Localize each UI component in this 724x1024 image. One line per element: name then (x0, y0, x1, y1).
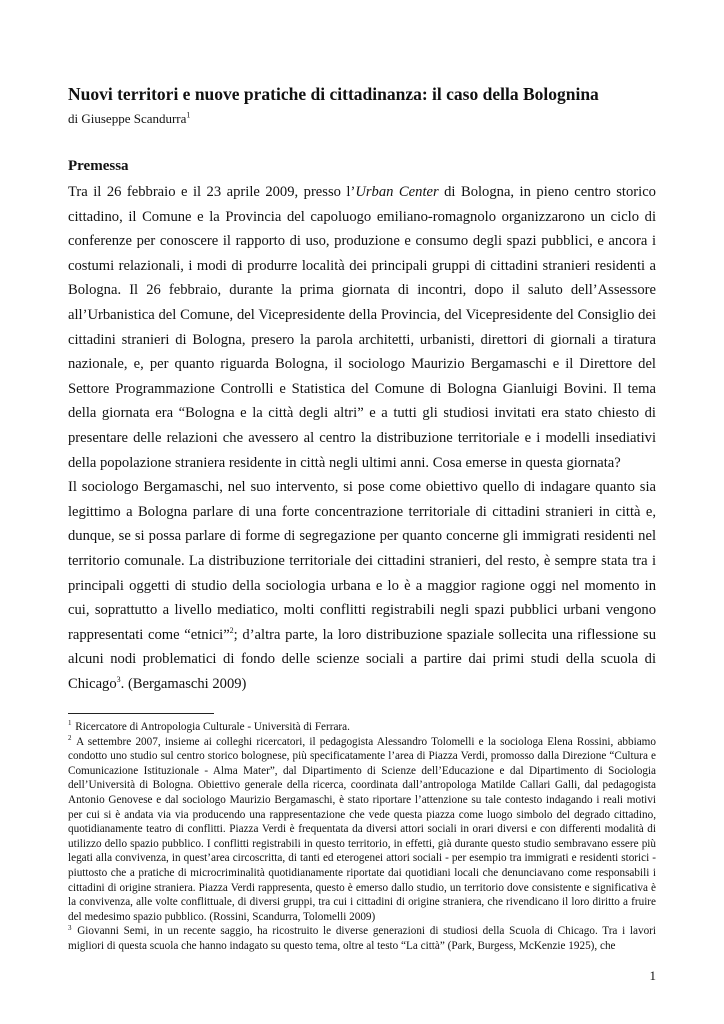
footnote-ref-3: 3 (116, 675, 121, 685)
author-name: di Giuseppe Scandurra (68, 111, 187, 126)
footnote-number: 3 (68, 923, 72, 932)
footnote-text: Ricercatore di Antropologia Culturale - Università di Ferrara. (75, 721, 350, 733)
page-number: 1 (649, 968, 656, 983)
paragraph-2-middle: ; d’altra parte, la loro distribuzione spaziale sollecita una riflessione su alcuni nodi problematici di fondo delle scienze sociali a partire dai primi studi della scuola di Chicago (68, 626, 656, 692)
paragraph-1-rest: di Bologna, in pieno centro storico cittadino, il Comune e la Provincia del capoluogo emiliano-romagnolo organizzarono un ciclo di conferenze per conoscere il rapporto di uso, produzione e consumo degli spazi pubblici, e ancora i costumi relazionali, i modi di produrre località dei principali gruppi di cittadini stranieri residenti a Bologna. Il 26 febbraio, durante la prima giornata di incontri, dopo il saluto dell’Assessore all’Urbanistica del Comune, del Vicepresidente della Provincia, del Vicepresidente del Consiglio dei cittadini stranieri di Bologna, presero la parola architetti, urbanisti, direttori di giornali a tiratura nazionale, e, per quanto riguarda Bologna, il sociologo Maurizio Bergamaschi e il Direttore del Settore Programmazione Controlli e Statistica del Comune di Bologna Gianluigi Bovini. Il tema della giornata era “Bologna e la città degli altri” e a tutti gli studiosi invitati era stato chiesto di presentare delle relazioni che avessero al centro la distribuzione territoriale e i modelli insediativi della popolazione straniera residente in città negli ultimi anni. Cosa emerse in questa giornata? (68, 184, 656, 471)
footnotes (68, 720, 656, 954)
footnote-number: 1 (68, 719, 72, 728)
section-heading: Premessa (68, 158, 129, 174)
footnote-number: 2 (68, 733, 72, 742)
paragraph-2 (68, 475, 656, 696)
footnote-ref-1: 1 (186, 110, 191, 120)
document-page (68, 0, 656, 1024)
author-line (68, 111, 190, 127)
document-title: Nuovi territori e nuove pratiche di cittadinanza: il caso della Bolognina (68, 84, 599, 104)
footnote-3 (68, 924, 656, 953)
footnote-2 (68, 735, 656, 925)
paragraph-2-start: Il sociologo Bergamaschi, nel suo intervento, si pose come obiettivo quello di indagare quanto sia legittimo a Bologna parlare di una forte concentrazione territoriale di cittadini stranieri in città e, dunque, se si possa parlare di forme di segregazione per quanto concerne gli immigrati residenti nel territorio comunale. La distribuzione territoriale dei cittadini stranieri, del resto, è sempre stata tra i principali oggetti di studio della sociologia urbana e lo è a maggior ragione oggi nel momento in cui, soprattutto a livello mediatico, molti conflitti registrabili negli spazi pubblici urbani vengono rappresentati come “etnici” (68, 479, 656, 643)
paragraph-1 (68, 180, 656, 475)
paragraph-2-end: . (Bergamaschi 2009) (120, 675, 247, 692)
footnote-separator (68, 713, 214, 714)
footnote-ref-2: 2 (229, 625, 234, 635)
body-text (68, 180, 656, 696)
urban-center-italic: Urban Center (355, 184, 439, 200)
footnote-1 (68, 720, 656, 735)
paragraph-1-start: Tra il 26 febbraio e il 23 aprile 2009, presso l’ (68, 184, 356, 200)
footnote-text: A settembre 2007, insieme ai colleghi ricercatori, il pedagogista Alessandro Tolomelli e la sociologa Elena Rossini, abbiamo condotto uno studio sul centro storico bolognese, più specificatamente l’area di Piazza Verdi, promosso dalla Direzione “Cultura e Comunicazione Istituzionale - Alma Mater”, dal Dipartimento di Scienze dell’Educazione e dal Dipartimento di Sociologia dell’Università di Bologna. Obiettivo generale della ricerca, coordinata dall’antropologa Matilde Callari Galli, dal pedagogista Antonio Genovese e dal sociologo Maurizio Bergamaschi, è stato riportare l’attenzione su tale contesto indagando i reali motivi per cui si è andata via via producendo una rappresentazione che vede questa piazza come luogo simbolo del degrado cittadino, quotidianamente teatro di conflitti. Piazza Verdi è frequentata da diversi attori sociali in orari diversi e con differenti modalità di utilizzo dello spazio pubblico. I conflitti registrabili in questo territorio, in effetti, già durante questo studio sembravano essere più legati alla convivenza, in quest’area circoscritta, di tanti ed eterogenei attori sociali - per esempio tra immigrati e residenti storici - piuttosto che a pratiche di microcriminalità quotidianamente riportate dai quotidiani locali che denunciavano come responsabili i cittadini di origine straniera. Piazza Verdi rappresenta, questo è emerso dallo studio, un territorio dove consistente e significativa è la convivenza, alle volte conflittuale, di diversi gruppi, tra cui i cittadini di origine straniera, che rivendicano il loro diritto a fruire del medesimo spazio pubblico. (Rossini, Scandurra, Tolomelli 2009) (68, 735, 656, 923)
footnote-text: Giovanni Semi, in un recente saggio, ha ricostruito le diverse generazioni di studiosi della Scuola di Chicago. Tra i lavori migliori di questa scuola che hanno indagato su questo tema, oltre al testo “La città” (Park, Burgess, McKenzie 1925), che (68, 925, 657, 952)
